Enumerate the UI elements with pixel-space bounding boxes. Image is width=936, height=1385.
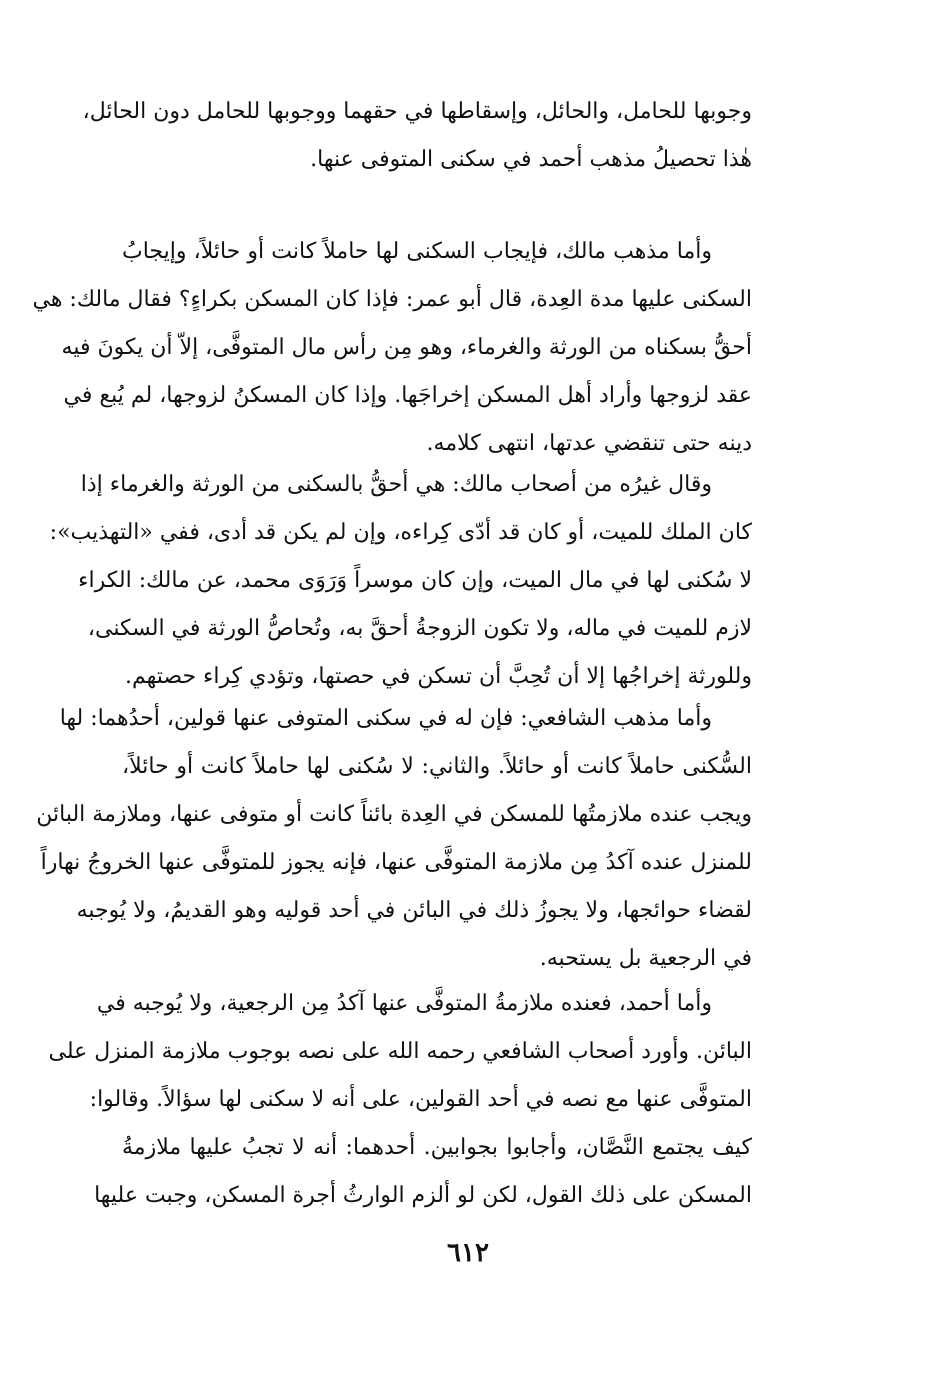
text-line: عقد لزوجها وأراد أهل المسكن إخراجَها. وإذا كان المسكنُ لزوجها، لم يُبع في	[63, 383, 752, 408]
text-line: لقضاء حوائجها، ولا يجوزُ ذلك في البائن في أحد قوليه وهو القديمُ، ولا يُوجبه	[76, 898, 752, 923]
text-line: لازم للميت في ماله، ولا تكون الزوجةُ أحقَّ به، وتُحاصُّ الورثة في السكنى،	[87, 616, 752, 641]
text-line: في الرجعية بل يستحبه.	[539, 946, 752, 971]
paragraph-shafii-madhhab	[36, 695, 752, 983]
text-line: للمنزل عنده آكدُ مِن ملازمة المتوفَّى عنها، فإنه يجوز للمتوفَّى عنها الخروجُ نهاراً	[40, 850, 752, 875]
page-number: ٦١٢	[447, 1238, 489, 1268]
text-line: وللورثة إخراجُها إلا أن تُحِبَّ أن تسكن في حصتها، وتؤدي كِراء حصتهم.	[124, 664, 752, 689]
paragraph-ahmad-mulazama	[48, 980, 752, 1220]
text-line: المسكن على ذلك القول، لكن لو ألزم الوارثُ أجرة المسكن، وجبت عليها	[94, 1183, 752, 1208]
text-line: المتوفَّى عنها مع نصه في أحد القولين، على أنه لا سكنى لها سؤالاً. وقالوا:	[89, 1087, 752, 1112]
text-line: كيف يجتمع النَّصَّان، وأجابوا بجوابين. أحدهما: أنه لا تجبُ عليها ملازمةُ	[122, 1135, 752, 1160]
paragraph-malik-companions	[49, 461, 752, 701]
text-line: كان الملك للميت، أو كان قد أدّى كِراءه، وإن لم يكن قد أدى، ففي «التهذيب»:	[49, 520, 752, 545]
text-line: دينه حتى تنقضي عدتها، انتهى كلامه.	[426, 431, 752, 456]
text-line: السُّكنى حاملاً كانت أو حائلاً. والثاني: لا سُكنى لها حاملاً كانت أو حائلاً،	[122, 754, 752, 779]
text-line: وأما أحمد، فعنده ملازمةُ المتوفَّى عنها آكدُ مِن الرجعية، ولا يُوجبه في	[96, 991, 712, 1016]
text-line: لا سُكنى لها في مال الميت، وإن كان موسراً وَرَوَى محمد، عن مالك: الكراء	[78, 568, 752, 593]
text-line: وجوبها للحامل، والحائل، وإسقاطها في حقهما ووجوبها للحامل دون الحائل،	[82, 99, 752, 124]
text-line: السكنى عليها مدة العِدة، قال أبو عمر: فإذا كان المسكن بكراءٍ؟ فقال مالك: هي	[32, 287, 752, 312]
text-line: هٰذا تحصيلُ مذهب أحمد في سكنى المتوفى عنها.	[310, 147, 752, 172]
paragraph-malik-madhhab	[32, 228, 752, 468]
text-line: وقال غيرُه من أصحاب مالك: هي أحقُّ بالسكنى من الورثة والغرماء إذا	[80, 472, 712, 497]
paragraph-ahmad-summary	[82, 88, 752, 184]
text-line: أحقُّ بسكناه من الورثة والغرماء، وهو مِن رأس مال المتوفَّى، إلاّ أن يكونَ فيه	[61, 335, 752, 360]
text-line: البائن. وأورد أصحاب الشافعي رحمه الله على نصه بوجوب ملازمة المنزل على	[48, 1039, 752, 1064]
text-line: وأما مذهب الشافعي: فإن له في سكنى المتوفى عنها قولين، أحدُهما: لها	[59, 706, 712, 731]
text-line: ويجب عنده ملازمتُها للمسكن في العِدة بائناً كانت أو متوفى عنها، وملازمة البائن	[36, 802, 752, 827]
text-line: وأما مذهب مالك، فإيجاب السكنى لها حاملاً كانت أو حائلاً، وإيجابُ	[122, 239, 712, 264]
